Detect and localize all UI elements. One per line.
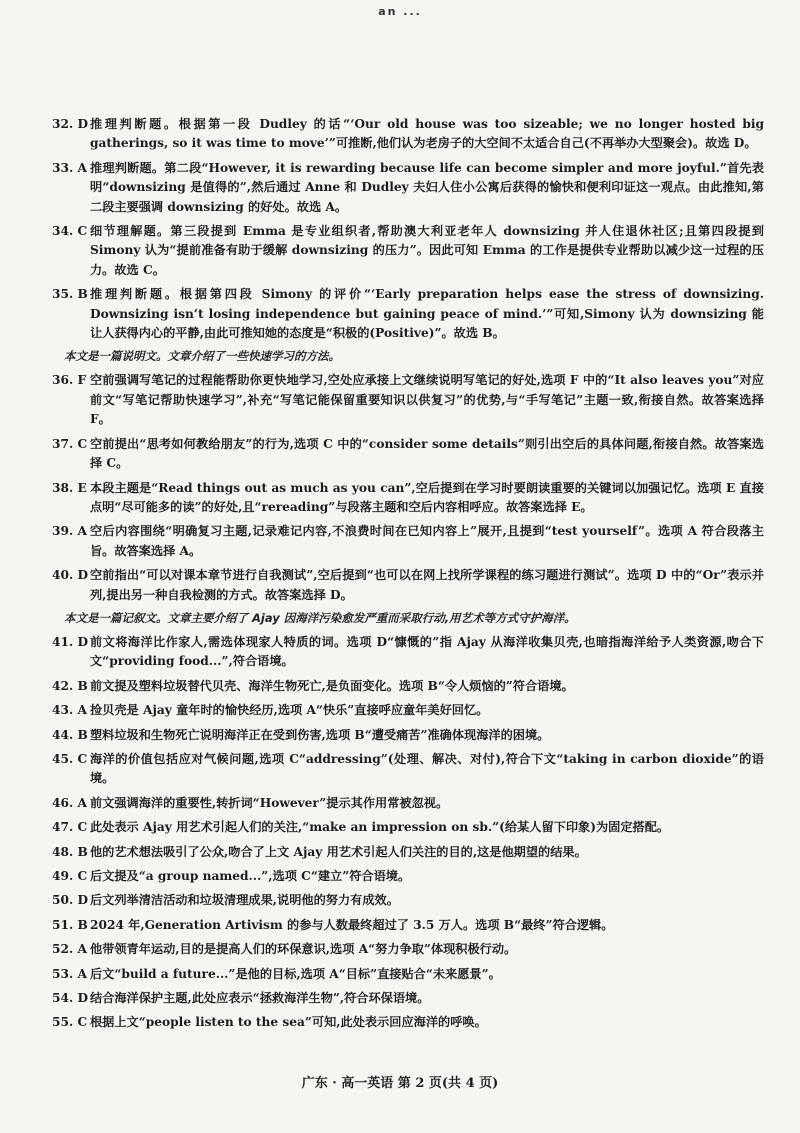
answer-entry — [52, 989, 764, 1008]
answer-entry — [52, 726, 764, 745]
passage-intro-note: 本文是一篇记叙文。文章主要介绍了 Ajay 因海洋污染愈发严重而采取行动,用艺术等方式守护海洋。 — [64, 610, 576, 625]
question-number-answer: 39. A — [52, 524, 87, 539]
answer-explanation: 推理判断题。根据第四段 Simony 的评价“‘Early preparation helps ease the stress of downsizing. Downsizing isn’t losing independence but gaining peace of mind.’”可知,Simony 认为 downsizing 能让人获得内心的平静,由此可推知她的态度是“积极的(Positive)”。故选 B。 — [90, 287, 764, 341]
answer-explanation: 前文强调海洋的重要性,转折词“However”提示其作用常被忽视。 — [90, 795, 449, 810]
answer-entry — [52, 371, 764, 429]
answer-explanation: 塑料垃圾和生物死亡说明海洋正在受到伤害,选项 B“遭受痛苦”准确体现海洋的困境。 — [90, 727, 550, 742]
answer-explanation: 前文提及塑料垃圾替代贝壳、海洋生物死亡,是负面变化。选项 B“令人烦恼的”符合语境。 — [90, 678, 574, 693]
answer-entry — [52, 222, 764, 280]
answer-explanation: 捡贝壳是 Ajay 童年时的愉快经历,选项 A“快乐”直接呼应童年美好回忆。 — [90, 703, 489, 718]
question-number-answer: 32. D — [52, 117, 89, 131]
answer-explanation: 此处表示 Ajay 用艺术引起人们的关注,“make an impression on sb.”(给某人留下印象)为固定搭配。 — [90, 820, 670, 835]
answer-explanation: 空前强调写笔记的过程能帮助你更快地学习,空处应承接上文继续说明写笔记的好处,选项 F 中的“It also leaves you”对应前文“写笔记帮助快速学习”,补充“写笔记能保留重要知识以供复习”的优势,与“手写笔记”主题一致,衔接自然。故答案选择 F。 — [90, 373, 764, 427]
answer-entry — [52, 701, 764, 720]
answer-explanation: 前文将海洋比作家人,需选体现家人特质的词。选项 D“慷慨的”指 Ajay 从海洋收集贝壳,也暗指海洋给予人类资源,吻合下文“providing food...”,符合语境。 — [90, 634, 764, 669]
question-number-answer: 38. E — [52, 480, 87, 495]
question-number-answer: 33. A — [52, 160, 87, 175]
passage-intro-note: 本文是一篇说明文。文章介绍了一些快速学习的方法。 — [64, 349, 340, 364]
answer-entry — [52, 115, 764, 154]
question-number-answer: 54. D — [52, 991, 89, 1006]
question-number-answer: 48. B — [52, 844, 88, 859]
answer-entry — [52, 867, 764, 886]
answer-explanation: 根据上文“people listen to the sea”可知,此处表示回应海洋的呼唤。 — [90, 1015, 487, 1030]
answer-entry — [52, 159, 764, 217]
answer-explanation: 2024 年,Generation Artivism 的参与人数最终超过了 3.5 万人。选项 B“最终”符合逻辑。 — [90, 917, 614, 932]
question-number-answer: 50. D — [52, 893, 89, 908]
page-footer: 广东 · 高一英语 第 2 页(共 4 页) — [301, 1076, 499, 1091]
question-number-answer: 46. A — [52, 795, 87, 810]
answer-entry — [52, 965, 764, 984]
question-number-answer: 51. B — [52, 917, 88, 932]
question-number-answer: 36. F — [52, 373, 87, 388]
question-number-answer: 43. A — [52, 703, 87, 718]
answer-entry — [52, 522, 764, 561]
question-number-answer: 55. C — [52, 1015, 88, 1030]
question-number-answer: 53. A — [52, 966, 87, 981]
header-mark: an ... — [378, 8, 422, 16]
answer-entry — [52, 633, 764, 672]
question-number-answer: 45. C — [52, 751, 88, 766]
answer-explanation: 细节理解题。第三段提到 Emma 是专业组织者,帮助澳大利亚老年人 downsizing 并人住退休社区;且第四段提到 Simony 认为“提前准备有助于缓解 downsizing 的压力”。因此可知 Emma 的工作是提供专业帮助以减少这一过程的压力。故选 C。 — [90, 224, 764, 277]
answer-entry — [52, 843, 764, 862]
answer-explanation: 推理判断题。根据第一段 Dudley 的话“‘Our old house was too sizeable; we no longer hosted big gatherings, so it was time to move’”可推断,他们认为老房子的大空间不太适合自己(不再举办大型聚会)。故选 D。 — [90, 117, 764, 151]
answer-explanation: 后文提及“a group named...”,选项 C“建立”符合语境。 — [90, 869, 411, 883]
answer-explanation: 空前提出“思考如何教给朋友”的行为,选项 C 中的“consider some details”则引出空后的具体问题,衔接自然。故答案选择 C。 — [90, 436, 764, 471]
question-number-answer: 47. C — [52, 820, 88, 835]
answer-explanation: 推理判断题。第二段“However, it is rewarding because life can become simpler and more joyful.”首先表明“downsizing 是值得的”,然后通过 Anne 和 Dudley 夫妇人住小公寓后获得的愉快和便利印证这一观点。由此推知,第二段主要强调 downsizing 的好处。故选 A。 — [90, 160, 764, 214]
answer-explanation: 空后内容围绕“明确复习主题,记录难记内容,不浪费时间在已知内容上”展开,且提到“test yourself”。选项 A 符合段落主旨。故答案选择 A。 — [90, 524, 764, 558]
question-number-answer: 37. C — [52, 436, 88, 451]
answer-entry — [52, 1013, 764, 1032]
answer-entry — [52, 891, 764, 910]
question-number-answer: 42. B — [52, 678, 88, 693]
answer-entry — [52, 940, 764, 959]
answer-explanation: 本段主题是“Read things out as much as you can”,空后提到在学习时要朗读重要的关键词以加强记忆。选项 E 直接点明“尽可能多的读”的好处,且“rereading”与段落主题和空后内容相呼应。故答案选择 E。 — [90, 480, 764, 514]
question-number-answer: 49. C — [52, 869, 88, 883]
question-number-answer: 34. C — [52, 224, 88, 239]
answer-list — [52, 115, 764, 1038]
answer-explanation: 他的艺术想法吸引了公众,吻合了上文 Ajay 用艺术引起人们关注的目的,这是他期望的结果。 — [90, 844, 587, 859]
answer-entry — [52, 750, 764, 789]
question-number-answer: 44. B — [52, 727, 88, 742]
answer-entry — [52, 479, 764, 518]
answer-explanation: 结合海洋保护主题,此处应表示“拯救海洋生物”,符合环保语境。 — [90, 991, 430, 1006]
answer-explanation: 后文列举清洁活动和垃圾清理成果,说明他的努力有成效。 — [90, 893, 399, 908]
answer-explanation: 海洋的价值包括应对气候问题,选项 C“addressing”(处理、解决、对付),符合下文“taking in carbon dioxide”的语境。 — [90, 751, 764, 786]
answer-explanation: 空前指出“可以对课本章节进行自我测试”,空后提到“也可以在网上找所学课程的练习题进行测试”。选项 D 中的“Or”表示并列,提出另一种自我检测的方式。故答案选择 D。 — [90, 568, 764, 602]
question-number-answer: 40. D — [52, 568, 89, 583]
answer-entry — [52, 677, 764, 696]
answer-entry — [52, 285, 764, 343]
question-number-answer: 41. D — [52, 634, 89, 649]
question-number-answer: 35. B — [52, 287, 88, 302]
answer-entry — [52, 566, 764, 605]
answer-entry — [52, 916, 764, 935]
answer-entry — [52, 435, 764, 474]
answer-entry — [52, 818, 764, 837]
question-number-answer: 52. A — [52, 942, 87, 957]
answer-explanation: 他带领青年运动,目的是提高人们的环保意识,选项 A“努力争取”体现积极行动。 — [90, 942, 517, 957]
answer-explanation: 后文“build a future...”是他的目标,选项 A“目标”直接贴合“未来愿景”。 — [90, 966, 501, 981]
answer-entry — [52, 794, 764, 813]
